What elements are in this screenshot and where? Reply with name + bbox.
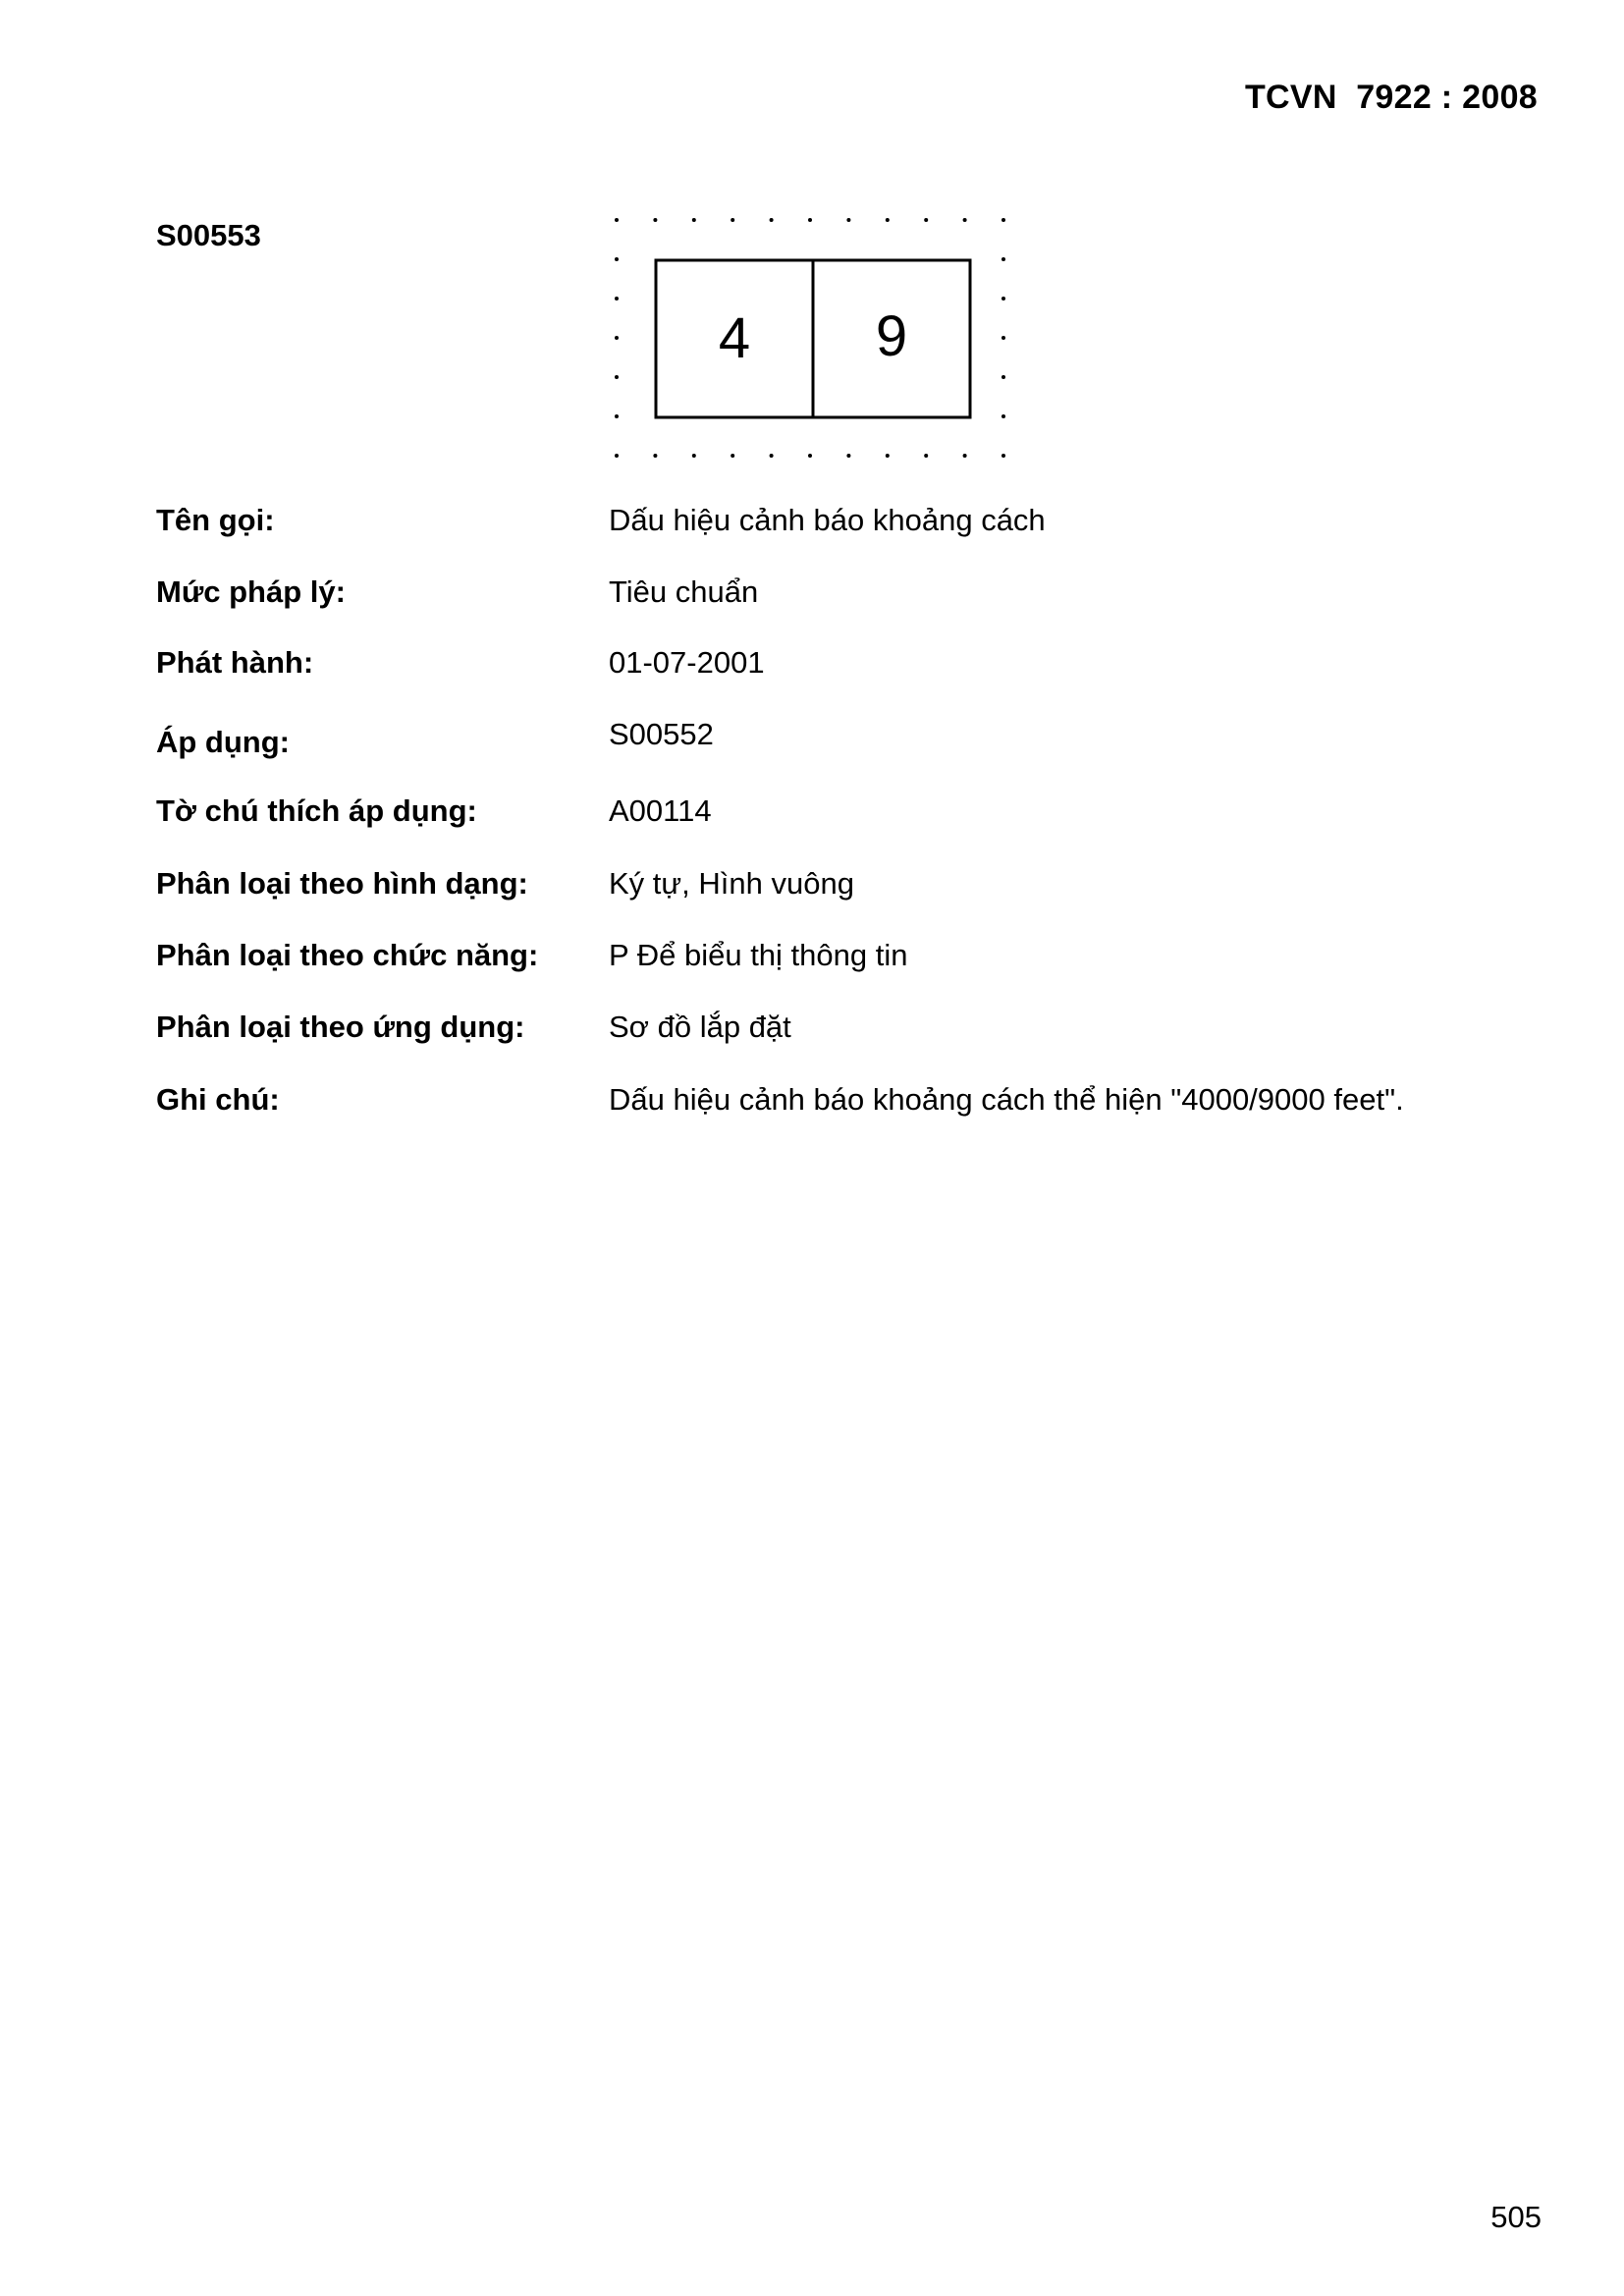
frame-dot	[615, 297, 619, 301]
symbol-code: S00553	[156, 218, 261, 252]
symbol-graphic	[609, 208, 1021, 469]
field-row-name	[0, 503, 1624, 548]
frame-dot	[1001, 375, 1005, 379]
frame-dot	[1001, 414, 1005, 418]
frame-dot	[1001, 218, 1005, 222]
page-number: 505	[1490, 2200, 1542, 2234]
frame-dot	[846, 218, 850, 222]
frame-dot	[653, 454, 657, 458]
field-value: Sơ đồ lắp đặt	[609, 1010, 791, 1044]
field-row-application-class	[0, 1010, 1624, 1055]
frame-dot	[692, 454, 696, 458]
field-row-note	[0, 1082, 1624, 1127]
frame-dot	[1001, 297, 1005, 301]
field-label: Áp dụng:	[156, 725, 291, 759]
field-row-shape-class	[0, 866, 1624, 911]
field-row-issued	[0, 645, 1624, 690]
field-label: Phân loại theo chức năng:	[156, 938, 539, 972]
frame-dot	[615, 414, 619, 418]
frame-dot	[770, 454, 774, 458]
frame-dot	[846, 454, 850, 458]
field-value: Ký tự, Hình vuông	[609, 866, 854, 901]
field-value: S00552	[609, 717, 714, 751]
frame-dot	[731, 218, 734, 222]
frame-dot	[1001, 454, 1005, 458]
frame-dot	[615, 375, 619, 379]
digit-left: 4	[718, 306, 751, 370]
frame-dot	[615, 257, 619, 261]
field-row-function-class	[0, 938, 1624, 983]
field-value: Dấu hiệu cảnh báo khoảng cách thể hiện "4000/9000 feet".	[609, 1082, 1404, 1117]
frame-dot	[692, 218, 696, 222]
field-value: A00114	[609, 793, 712, 828]
field-label: Ghi chú:	[156, 1082, 280, 1117]
field-value: 01-07-2001	[609, 645, 765, 680]
field-value: Tiêu chuẩn	[609, 574, 759, 609]
frame-dot	[615, 336, 619, 340]
field-row-annotation-sheet	[0, 793, 1624, 839]
frame-dot	[963, 454, 967, 458]
field-label: Tên gọi:	[156, 503, 275, 537]
frame-dot	[615, 454, 619, 458]
field-label: Phân loại theo hình dạng:	[156, 866, 528, 901]
frame-dot	[886, 218, 890, 222]
frame-dot	[653, 218, 657, 222]
frame-dot	[886, 454, 890, 458]
frame-dot	[731, 454, 734, 458]
frame-dot	[808, 218, 812, 222]
field-label: Phát hành:	[156, 645, 314, 680]
field-row-applies	[0, 717, 1624, 762]
frame-dot	[615, 218, 619, 222]
field-value: Dấu hiệu cảnh báo khoảng cách	[609, 503, 1046, 537]
frame-dot	[924, 218, 928, 222]
field-label: Tờ chú thích áp dụng:	[156, 793, 477, 828]
frame-dot	[808, 454, 812, 458]
field-label: Phân loại theo ứng dụng:	[156, 1010, 525, 1044]
frame-dot	[1001, 257, 1005, 261]
field-row-legal-level	[0, 574, 1624, 620]
frame-dot	[770, 218, 774, 222]
field-label: Mức pháp lý:	[156, 574, 346, 609]
frame-dot	[963, 218, 967, 222]
frame-dot	[1001, 336, 1005, 340]
field-value: P Để biểu thị thông tin	[609, 938, 908, 972]
frame-dot	[924, 454, 928, 458]
standard-header: TCVN 7922 : 2008	[1244, 79, 1538, 116]
dotted-frame	[615, 218, 1005, 458]
digit-right: 9	[875, 304, 908, 368]
